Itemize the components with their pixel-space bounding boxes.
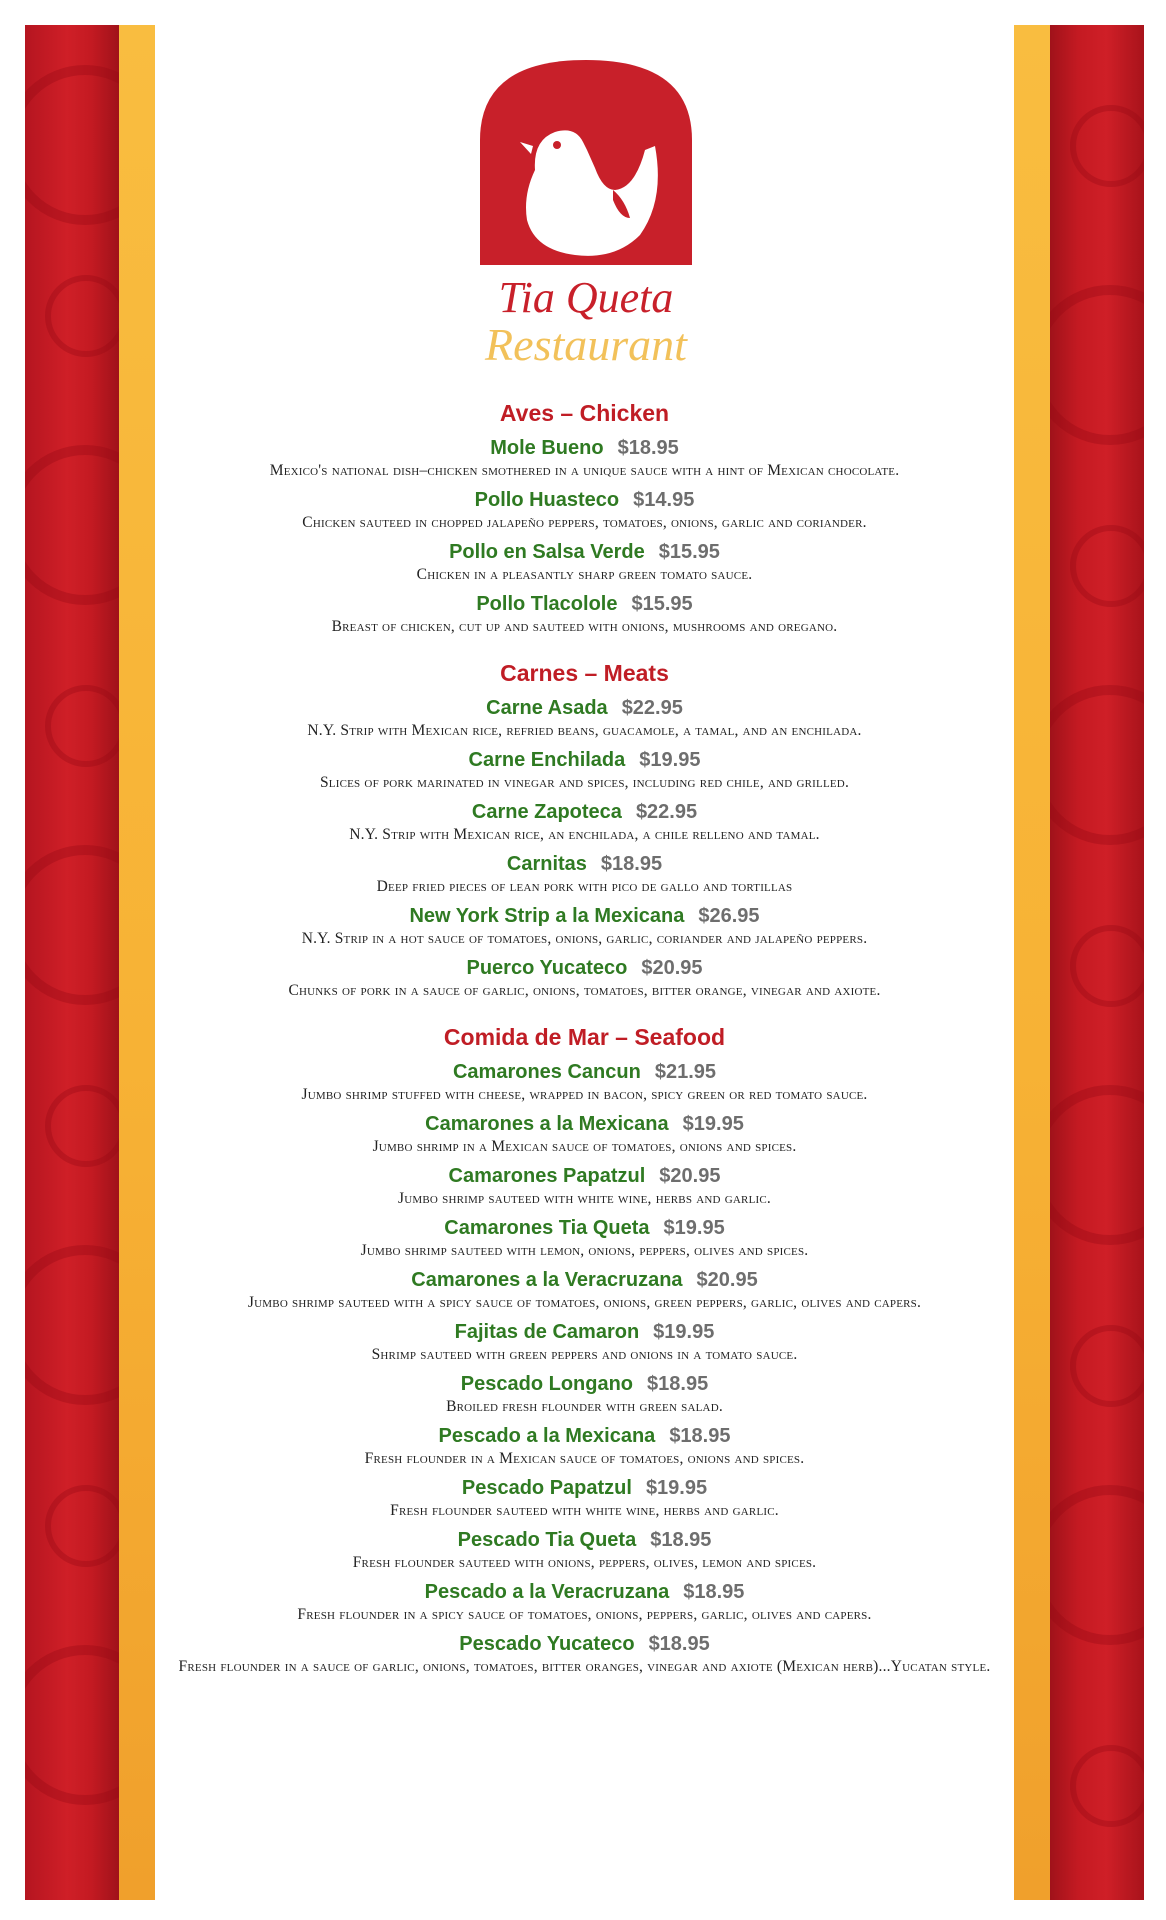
menu-item-header <box>155 748 1014 773</box>
menu-item <box>155 1632 1014 1676</box>
dish-price: $22.95 <box>635 801 698 823</box>
dish-description: Fresh flounder sauteed with onions, peppers, olives, lemon and spices. <box>352 1554 817 1571</box>
dish-name: Camarones Cancun <box>452 1061 641 1083</box>
menu-item-header <box>155 1476 1014 1501</box>
dish-price: $21.95 <box>654 1061 716 1083</box>
menu-item-header <box>155 488 1014 513</box>
dish-description: Jumbo shrimp in a Mexican sauce of tomatoes, onions and spices. <box>372 1138 797 1155</box>
menu-item-header <box>155 540 1014 565</box>
menu-item-header <box>155 904 1014 929</box>
dish-name: Carne Enchilada <box>468 749 626 771</box>
restaurant-logo <box>475 50 697 370</box>
menu-item-header <box>155 1216 1014 1241</box>
left-red-border <box>25 25 119 1900</box>
menu-item-header <box>155 1112 1014 1137</box>
menu-item <box>155 1528 1014 1572</box>
dish-description: Breast of chicken, cut up and sauteed with onions, mushrooms and oregano. <box>331 618 838 635</box>
dish-description: Fresh flounder sauteed with white wine, herbs and garlic. <box>390 1502 779 1519</box>
dish-price: $18.95 <box>650 1529 712 1551</box>
left-gold-border <box>119 25 155 1900</box>
menu-section <box>155 658 1014 1000</box>
dish-description: Jumbo shrimp stuffed with cheese, wrapped in bacon, spicy green or red tomato sauce. <box>301 1086 868 1103</box>
menu-item-header <box>155 592 1014 617</box>
dish-name: Camarones a la Mexicana <box>425 1113 669 1135</box>
right-red-border <box>1050 25 1144 1900</box>
dish-description: Fresh flounder in a Mexican sauce of tomatoes, onions and spices. <box>364 1450 805 1467</box>
dish-name: Camarones Papatzul <box>448 1165 646 1187</box>
dish-name: Camarones Tia Queta <box>444 1217 650 1239</box>
menu-item <box>155 592 1014 636</box>
dish-name: Fajitas de Camaron <box>454 1321 640 1343</box>
menu-item <box>155 1372 1014 1416</box>
dish-price: $20.95 <box>696 1269 758 1291</box>
dish-description: Fresh flounder in a spicy sauce of tomatoes, onions, peppers, garlic, olives and capers. <box>297 1606 872 1623</box>
dish-description: Chicken sauteed in chopped jalapeño peppers, tomatoes, onions, garlic and coriander. <box>302 514 867 531</box>
dish-name: Mole Bueno <box>490 437 604 459</box>
dish-price: $19.95 <box>653 1321 715 1343</box>
dish-name: Pescado a la Veracruzana <box>424 1581 670 1603</box>
dish-name: Carne Asada <box>486 697 608 719</box>
dish-description: Mexico's national dish–chicken smothered in a unique sauce with a hint of Mexican chocolate. <box>269 462 900 479</box>
menu-item <box>155 1476 1014 1520</box>
dish-description: Jumbo shrimp sauteed with a spicy sauce of tomatoes, onions, green peppers, garlic, olives and capers. <box>247 1294 922 1311</box>
dish-name: Pescado Yucateco <box>459 1633 635 1655</box>
menu-item <box>155 436 1014 480</box>
menu-list <box>155 398 1014 1698</box>
section-title: Aves – Chicken <box>499 400 670 426</box>
menu-item-header <box>155 1268 1014 1293</box>
dish-price: $18.95 <box>669 1425 731 1447</box>
dish-price: $18.95 <box>683 1581 745 1603</box>
dish-price: $26.95 <box>698 905 760 927</box>
menu-item-header <box>155 696 1014 721</box>
section-title: Carnes – Meats <box>500 660 669 686</box>
menu-item-header <box>155 1164 1014 1189</box>
dish-name: Camarones a la Veracruzana <box>411 1269 683 1291</box>
section-title: Comida de Mar – Seafood <box>443 1024 726 1050</box>
dish-description: Deep fried pieces of lean pork with pico de gallo and tortillas <box>376 878 793 895</box>
menu-item <box>155 1164 1014 1208</box>
dish-description: Broiled fresh flounder with green salad. <box>446 1398 723 1415</box>
dish-description: Shrimp sauteed with green peppers and onions in a tomato sauce. <box>371 1346 798 1363</box>
menu-section <box>155 398 1014 636</box>
menu-item <box>155 1112 1014 1156</box>
dish-price: $15.95 <box>631 593 693 615</box>
dish-description: Fresh flounder in a sauce of garlic, onions, tomatoes, bitter oranges, vinegar and axiote (Mexican herb)...Yucatan style. <box>178 1658 991 1675</box>
logo-name: Tia Queta <box>498 273 674 322</box>
dish-name: Pescado a la Mexicana <box>438 1425 656 1447</box>
dish-description: N.Y. Strip with Mexican rice, refried beans, guacamole, a tamal, and an enchilada. <box>307 722 862 739</box>
dish-price: $22.95 <box>621 697 683 719</box>
menu-item-header <box>155 1372 1014 1397</box>
menu-item <box>155 488 1014 532</box>
dish-description: Slices of pork marinated in vinegar and spices, including red chile, and grilled. <box>319 774 850 791</box>
dish-name: Pescado Longano <box>460 1373 634 1395</box>
menu-item-header <box>155 1580 1014 1605</box>
dish-price: $18.95 <box>617 437 679 459</box>
dish-description: Jumbo shrimp sauteed with lemon, onions, peppers, olives and spices. <box>360 1242 809 1259</box>
menu-item-header <box>155 1424 1014 1449</box>
menu-item <box>155 956 1014 1000</box>
dish-price: $20.95 <box>641 957 703 979</box>
dish-price: $19.95 <box>663 1217 725 1239</box>
menu-item <box>155 852 1014 896</box>
right-gold-border <box>1014 25 1050 1900</box>
menu-item <box>155 540 1014 584</box>
dish-price: $18.95 <box>600 853 663 875</box>
dish-name: Pollo en Salsa Verde <box>449 541 645 563</box>
dish-price: $19.95 <box>639 749 701 771</box>
dish-description: Chunks of pork in a sauce of garlic, onions, tomatoes, bitter orange, vinegar and axiote. <box>288 982 881 999</box>
bird-logo-icon <box>475 50 697 370</box>
logo-subtitle: Restaurant <box>485 319 687 370</box>
dish-name: Pescado Tia Queta <box>457 1529 637 1551</box>
dish-name: Pescado Papatzul <box>461 1477 632 1499</box>
menu-item-header <box>155 1320 1014 1345</box>
menu-item-header <box>155 852 1014 877</box>
dish-description: Chicken in a pleasantly sharp green tomato sauce. <box>416 566 753 583</box>
menu-item <box>155 1320 1014 1364</box>
menu-item <box>155 1580 1014 1624</box>
menu-item <box>155 748 1014 792</box>
dish-price: $14.95 <box>633 489 695 511</box>
dish-name: Pollo Huasteco <box>474 489 620 511</box>
menu-item-header <box>155 956 1014 981</box>
dish-price: $18.95 <box>648 1633 710 1655</box>
dish-description: N.Y. Strip with Mexican rice, an enchilada, a chile relleno and tamal. <box>349 826 820 843</box>
dish-name: Carnitas <box>506 853 587 875</box>
dish-price: $15.95 <box>658 541 720 563</box>
dish-name: Pollo Tlacolole <box>476 593 618 615</box>
menu-item <box>155 1268 1014 1312</box>
menu-item-header <box>155 436 1014 461</box>
menu-item <box>155 1060 1014 1104</box>
menu-item-header <box>155 1632 1014 1657</box>
dish-price: $19.95 <box>682 1113 744 1135</box>
dish-name: Puerco Yucateco <box>466 957 628 979</box>
menu-item-header <box>155 1528 1014 1553</box>
menu-item <box>155 1216 1014 1260</box>
dish-description: N.Y. Strip in a hot sauce of tomatoes, onions, garlic, coriander and jalapeño peppers. <box>301 930 868 947</box>
dish-name: New York Strip a la Mexicana <box>409 905 685 927</box>
dish-price: $19.95 <box>645 1477 708 1499</box>
menu-item <box>155 904 1014 948</box>
dish-price: $18.95 <box>647 1373 709 1395</box>
menu-item <box>155 1424 1014 1468</box>
menu-section <box>155 1022 1014 1676</box>
menu-item-header <box>155 1060 1014 1085</box>
dish-description: Jumbo shrimp sauteed with white wine, herbs and garlic. <box>398 1190 771 1207</box>
menu-item-header <box>155 800 1014 825</box>
dish-name: Carne Zapoteca <box>471 801 622 823</box>
menu-item <box>155 696 1014 740</box>
menu-item <box>155 800 1014 844</box>
dish-price: $20.95 <box>659 1165 721 1187</box>
